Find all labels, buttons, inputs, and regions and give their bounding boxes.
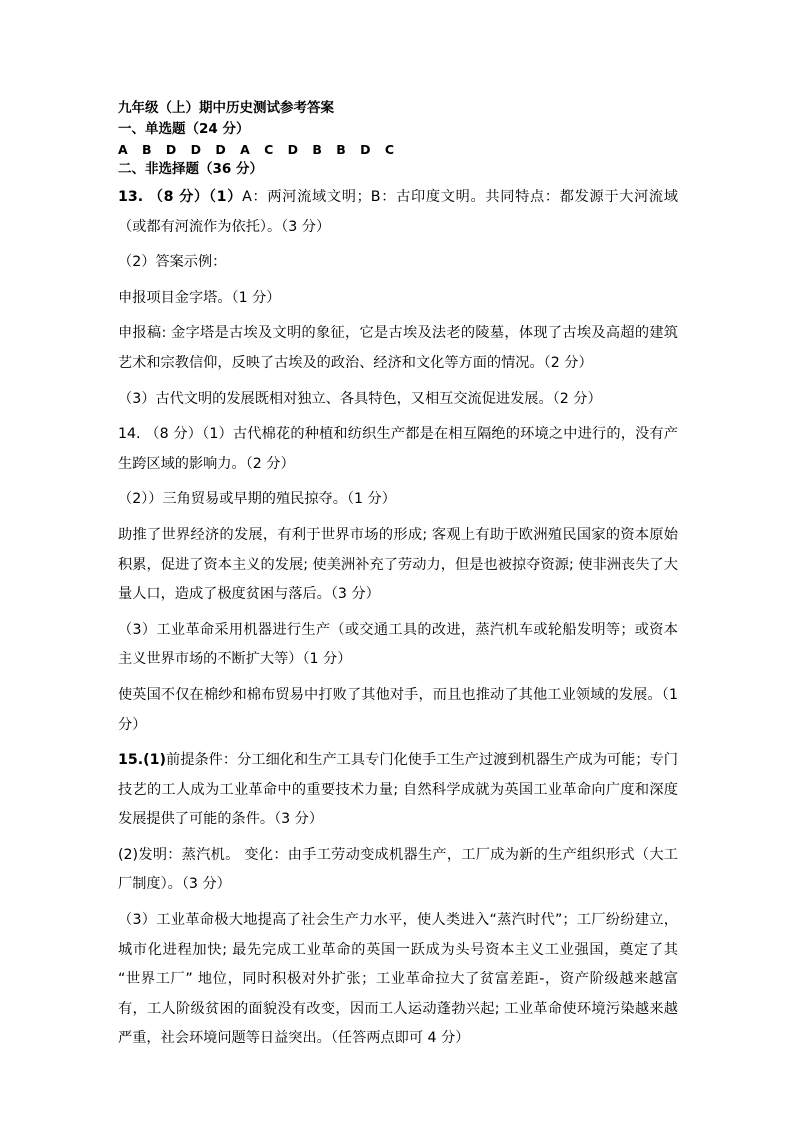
question-14 (118, 420, 678, 740)
q13-lead: 13. （8 分）（1） (118, 189, 243, 205)
document-title: 九年级（上）期中历史测试参考答案 (118, 100, 334, 116)
section1-heading: 一、单选题（24 分） (118, 121, 250, 137)
section2-heading: 二、非选择题（36 分） (118, 161, 263, 177)
q13-part1-text: A：两河流域文明；B：古印度文明。共同特点：都发源于大河流域（或都有河流作为依托）。（3 分） (118, 189, 678, 235)
q14-result: 使英国不仅在棉纱和棉布贸易中打败了其他对手，而且也推动了其他工业领域的发展。（1 分） (118, 686, 678, 733)
q15-part2: (2)发明：蒸汽机。 变化：由手工劳动变成机器生产，工厂成为新的生产组织形式（大工厂制度）。（3 分） (118, 846, 678, 893)
q15-part1 (118, 746, 678, 835)
q14-part1: 14. （8 分）（1）古代棉花的种植和纺织生产都是在相互隔绝的环境之中进行的，没有产生跨区域的影响力。（2 分） (118, 426, 678, 472)
q13-part1 (118, 183, 678, 242)
q13-manuscript: 申报稿: 金字塔是古埃及文明的象征，它是古埃及法老的陵墓，体现了古埃及高超的建筑艺术和宗教信仰，反映了古埃及的政治、经济和文化等方面的情况。（2 分） (118, 325, 678, 371)
q14-impact: 助推了世界经济的发展，有利于世界市场的形成; 客观上有助于欧洲殖民国家的资本原始积累，促进了资本主义的发展; 使美洲补充了劳动力，但是也被掠夺资源; 使非洲丧失了大量人口，造成了极度贫困与落后。（3 分） (118, 526, 678, 603)
q14-part2: （2））三角贸易或早期的殖民掠夺。（1 分） (118, 491, 396, 508)
q14-part3: （3）工业革命采用机器进行生产（或交通工具的改进，蒸汽机车或轮船发明等；或资本主义世界市场的不断扩大等）（1 分） (118, 621, 678, 668)
q13-part3: （3）古代文明的发展既相对独立、各具特色，又相互交流促进发展。（2 分） (118, 390, 602, 407)
q13-project: 申报项目金字塔。（1 分） (118, 289, 281, 306)
question-13 (118, 183, 678, 414)
q15-lead: 15.(1) (118, 752, 166, 769)
q15-part1-text: 前提条件：分工细化和生产工具专门化使手工生产过渡到机器生产成为可能；专门技艺的工人成为工业革命中的重要技术力量; 自然科学成就为英国工业革命向广度和深度发展提供了可能的条件。（3 分） (118, 752, 678, 828)
q15-part3: （3）工业革命极大地提高了社会生产力水平，使人类进入“蒸汽时代”；工厂纷纷建立，城市化进程加快; 最先完成工业革命的英国一跃成为头号资本主义工业强国，奠定了其 “世界工厂” 地位，同时积极对外扩张；工业革命拉大了贫富差距-，资产阶级越来越富有，工人阶级贫困的面貌没有改变，因而工人运动蓬勃兴起; 工业革命使环境污染越来越严重，社会环境问题等日益突出。（任答两点即可 4 分） (118, 912, 678, 1047)
q13-part2-heading: （2）答案示例： (118, 254, 227, 271)
question-15 (118, 746, 678, 1054)
answer-key (118, 98, 678, 1054)
multiple-choice-answers: A B D D D A C D B B D C (118, 142, 396, 157)
